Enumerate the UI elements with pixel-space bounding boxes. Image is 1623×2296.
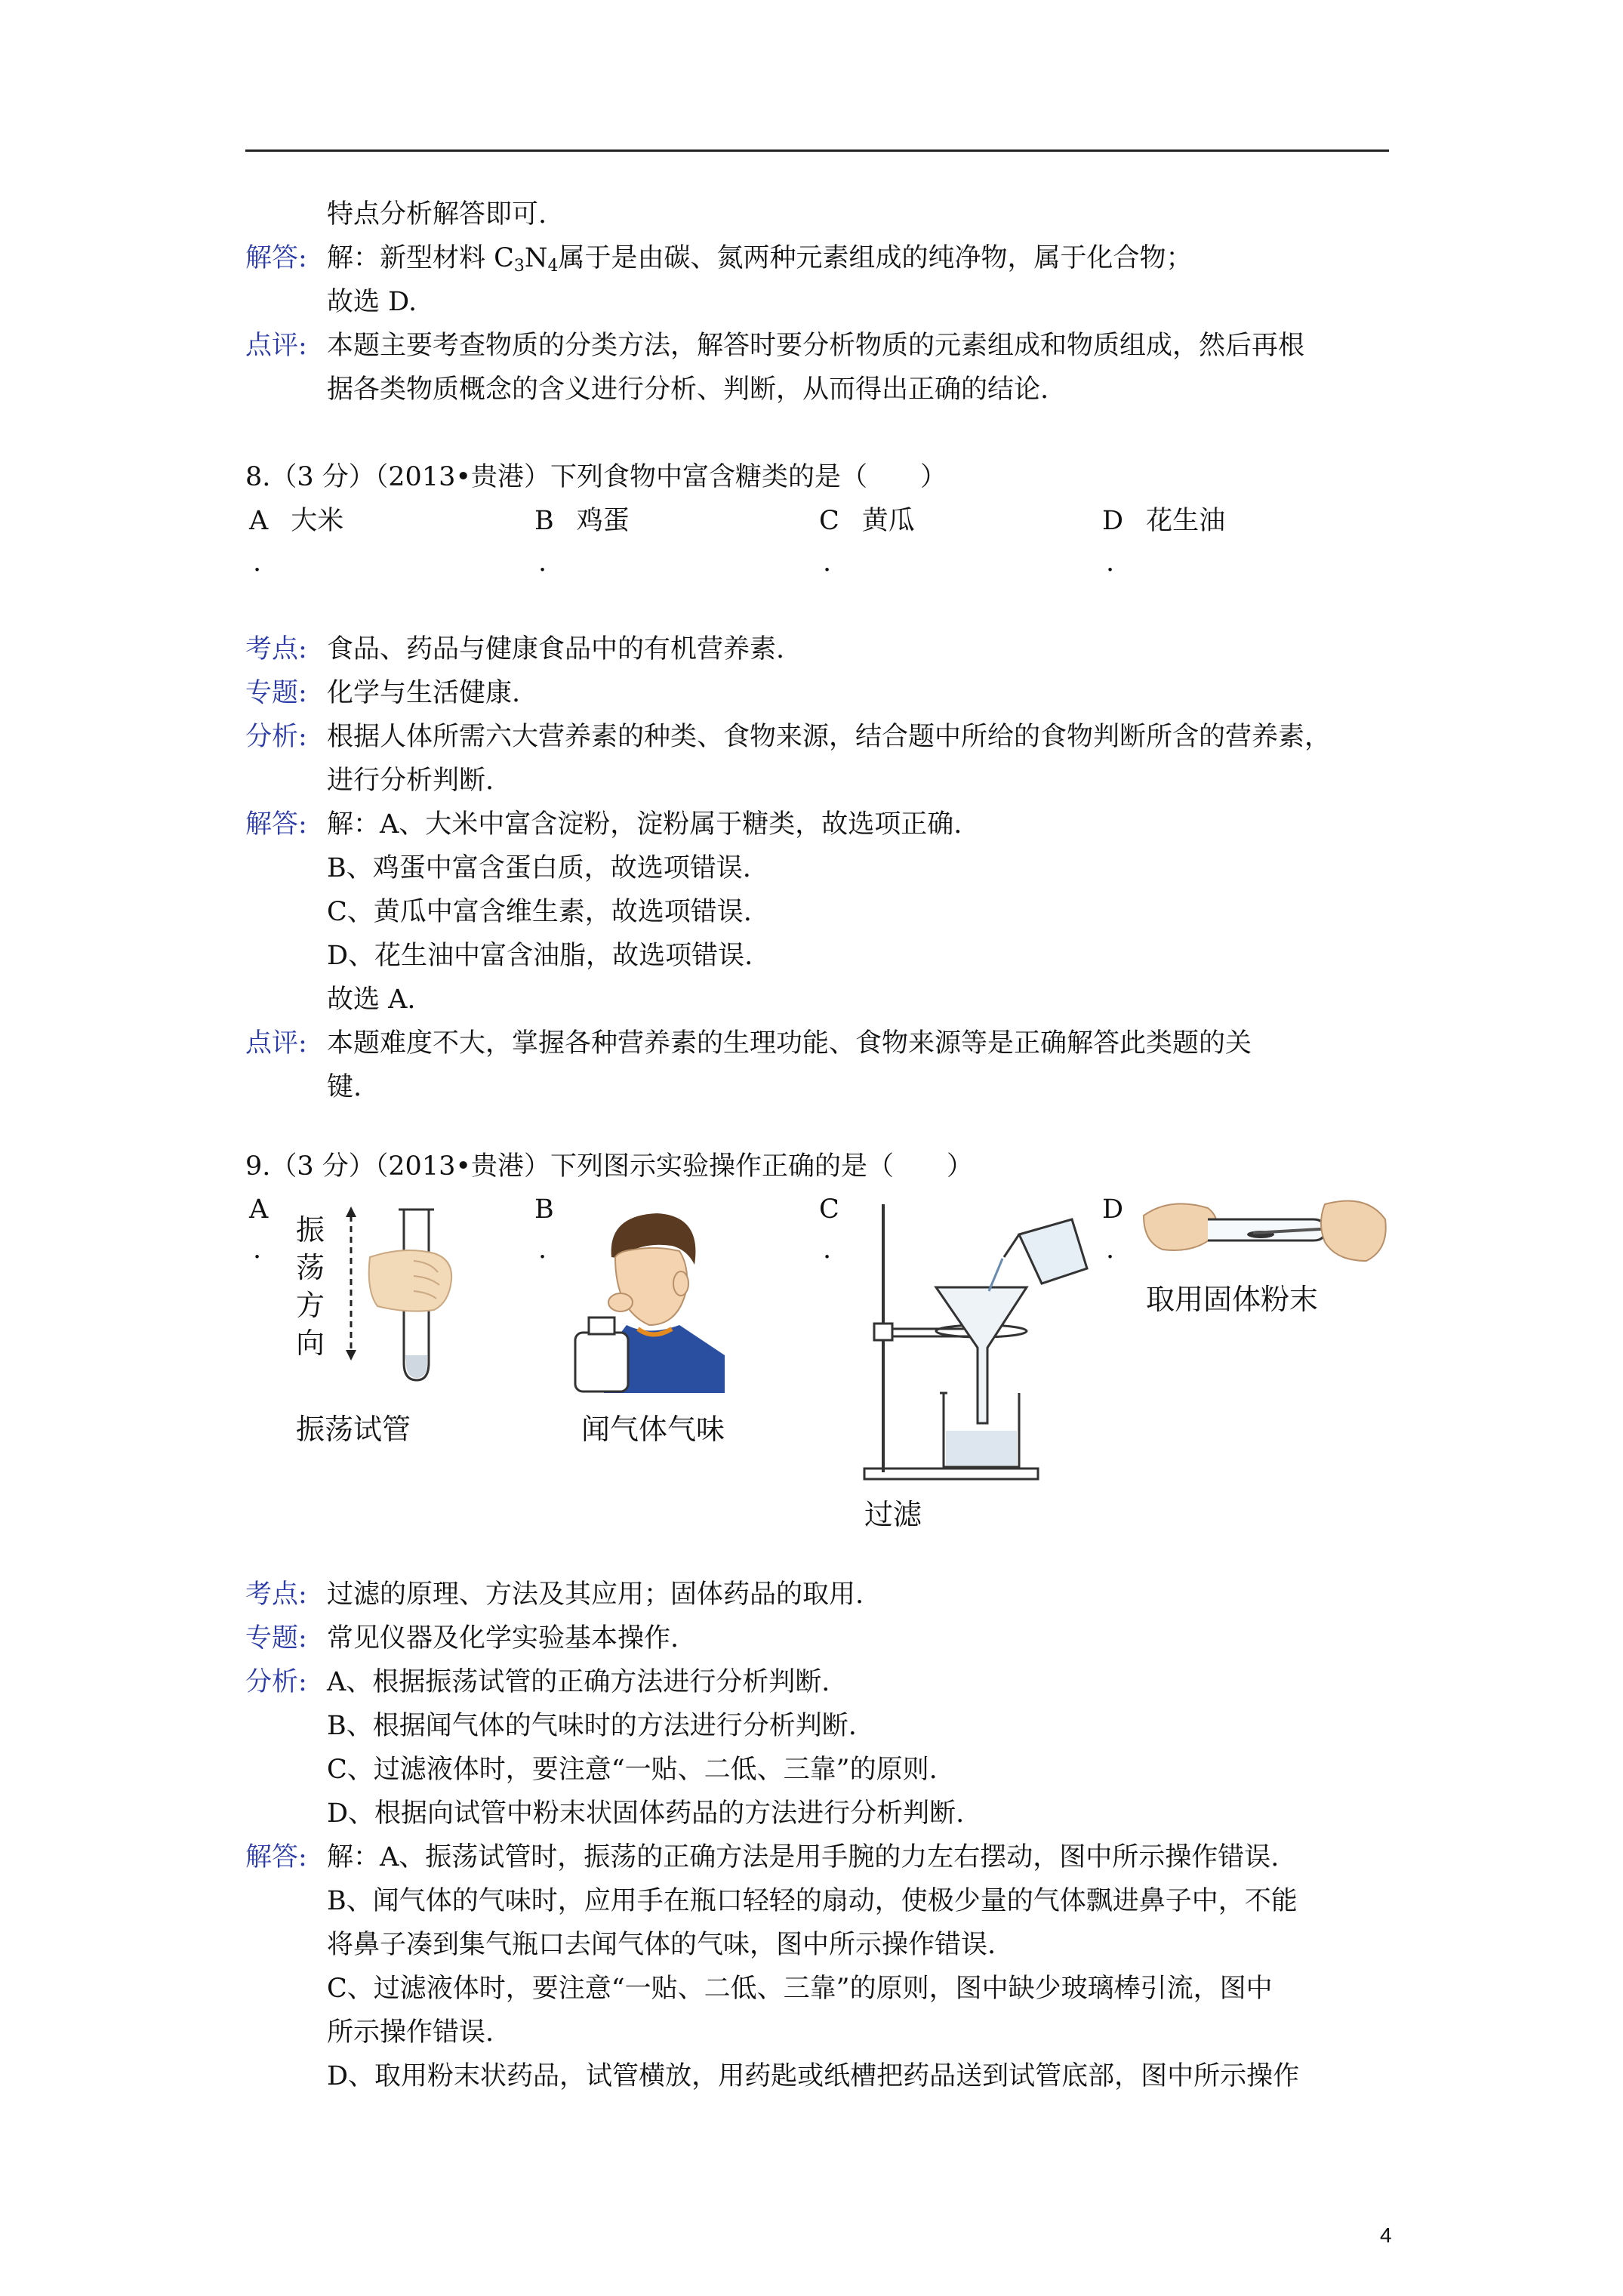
dianping-line: 本题难度不大，掌握各种营养素的生理功能、食物来源等是正确解答此类题的关 [327,1028,1252,1059]
jieda-line: D、花生油中富含油脂，故选项错误. [327,941,753,971]
page-number: 4 [1380,2224,1392,2247]
dianping-line: 键. [327,1072,362,1102]
jieda-line: 解：A、大米中富含淀粉，淀粉属于糖类，故选项正确. [327,809,962,840]
caption-b: 闻气体气味 [581,1413,725,1446]
powder-figure [1140,1189,1389,1272]
option-dot: . [538,1234,547,1265]
zhuanti-text: 常见仪器及化学实验基本操作. [327,1623,679,1653]
fenxi-line: C、过滤液体时，要注意“一贴、二低、三靠”的原则. [327,1755,938,1785]
header-rule [245,149,1389,152]
q8-option-a: A 大米 [249,506,344,536]
fenxi-line: D、根据向试管中粉末状固体药品的方法进行分析判断. [327,1798,965,1829]
filtration-figure [861,1197,1110,1491]
fenxi-tag: 分析: [245,722,307,752]
answer-line: 故选 D. [327,287,417,317]
smell-gas-figure [574,1204,732,1393]
jieda-line: D、取用粉末状药品，试管横放，用药匙或纸槽把药品送到试管底部，图中所示操作 [327,2061,1300,2091]
q8-option-c: C 黄瓜 [819,506,915,536]
fenxi-line: B、根据闻气体的气味时的方法进行分析判断. [327,1711,857,1741]
q8-option-b: B 鸡蛋 [534,506,630,536]
comment-line: 本题主要考查物质的分类方法，解答时要分析物质的元素组成和物质组成，然后再根 [327,331,1305,361]
q8-stem: 8.（3 分）（2013•贵港）下列食物中富含糖类的是（ ） [245,462,947,492]
answer-line: 解：新型材料 $C_3N_4$属于是由碳、氮两种元素组成的纯净物，属于化合物； [327,243,1193,276]
q9-option-d-letter: D [1102,1194,1124,1225]
fenxi-line: 进行分析判断. [327,766,494,796]
caption-a: 振荡试管 [296,1413,411,1446]
jieda-tag: 解答: [245,809,307,840]
q9-stem: 9.（3 分）（2013•贵港）下列图示实验操作正确的是（ ） [245,1151,974,1182]
jieda-line: C、过滤液体时，要注意“一贴、二低、三靠”的原则，图中缺少玻璃棒引流，图中 [327,1974,1273,2004]
answer-tag: 解答: [245,243,307,273]
jieda-line: 所示操作错误. [327,2017,494,2048]
fenxi-line: A、根据振荡试管的正确方法进行分析判断. [327,1667,830,1697]
q9-option-b-letter: B [534,1194,554,1225]
option-dot: . [253,547,262,578]
option-dot: . [823,547,832,578]
kaodian-tag: 考点: [245,1579,307,1610]
jieda-line: 解：A、振荡试管时，振荡的正确方法是用手腕的力左右摆动，图中所示操作错误. [327,1842,1280,1872]
caption-d: 取用固体粉末 [1146,1283,1319,1316]
kaodian-text: 食品、药品与健康食品中的有机营养素. [327,634,785,664]
kaodian-text: 过滤的原理、方法及其应用；固体药品的取用. [327,1579,864,1610]
q9-option-a-letter: A [249,1194,269,1225]
shake-test-tube-figure [332,1200,468,1389]
intro-line: 特点分析解答即可. [327,199,547,230]
zhuanti-tag: 专题: [245,1623,307,1653]
fenxi-line: 根据人体所需六大营养素的种类、食物来源，结合题中所给的食物判断所含的营养素， [327,722,1332,752]
option-dot: . [1106,1234,1115,1265]
zhuanti-tag: 专题: [245,678,307,708]
shake-direction-char: 向 [296,1327,325,1360]
option-dot: . [823,1234,832,1265]
dianping-tag: 点评: [245,1028,307,1059]
jieda-tag: 解答: [245,1842,307,1872]
option-dot: . [538,547,547,578]
jieda-line: 故选 A. [327,985,416,1015]
jieda-line: B、闻气体的气味时，应用手在瓶口轻轻的扇动，使极少量的气体飘进鼻子中，不能 [327,1886,1298,1916]
jieda-line: 将鼻子凑到集气瓶口去闻气体的气味，图中所示操作错误. [327,1930,996,1960]
option-dot: . [1106,547,1115,578]
caption-c: 过滤 [864,1498,922,1531]
zhuanti-text: 化学与生活健康. [327,678,521,708]
option-dot: . [253,1234,262,1265]
comment-tag: 点评: [245,331,307,361]
comment-line: 据各类物质概念的含义进行分析、判断，从而得出正确的结论. [327,374,1049,405]
shake-direction-char: 方 [296,1289,325,1322]
shake-direction-char: 振 [296,1213,325,1247]
jieda-line: B、鸡蛋中富含蛋白质，故选项错误. [327,853,751,883]
kaodian-tag: 考点: [245,634,307,664]
q9-option-c-letter: C [819,1194,839,1225]
q8-option-d: D 花生油 [1102,506,1226,536]
fenxi-tag: 分析: [245,1667,307,1697]
jieda-line: C、黄瓜中富含维生素，故选项错误. [327,897,752,927]
shake-direction-char: 荡 [296,1251,325,1284]
